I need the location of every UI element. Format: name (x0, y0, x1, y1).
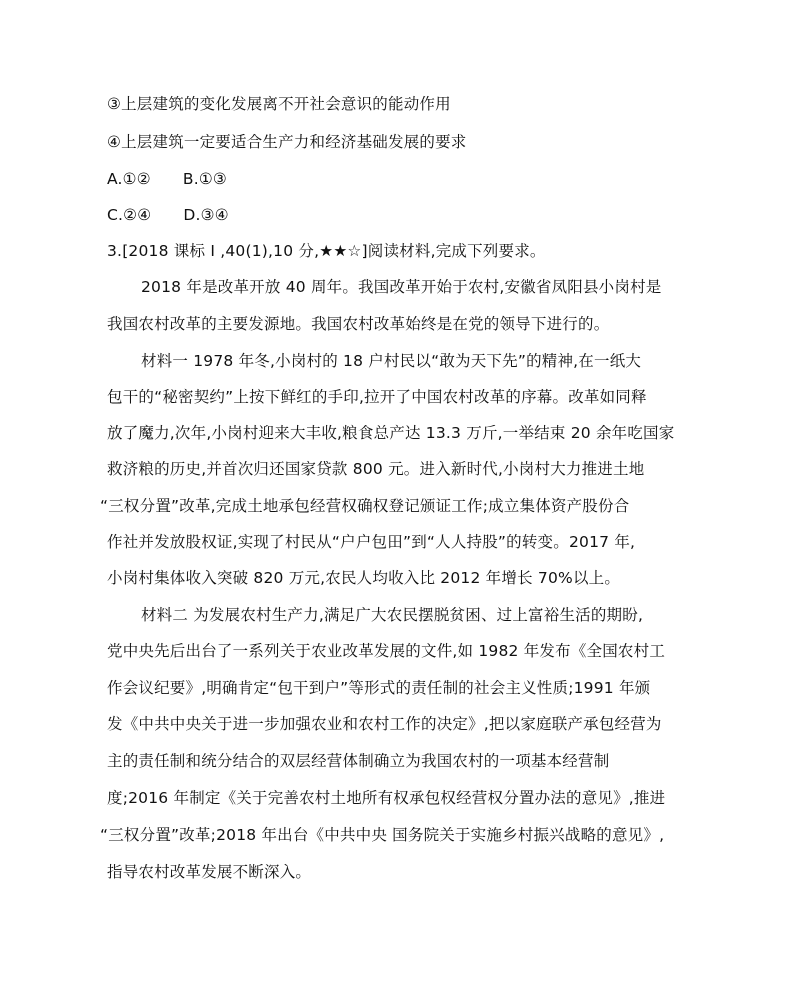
material2-line-6: 度;2016 年制定《关于完善农村土地所有权承包权经营权分置办法的意见》,推进 (107, 789, 666, 807)
material2-line-4: 发《中共中央关于进一步加强农业和农村工作的决定》,把以家庭联产承包经营为 (107, 715, 662, 733)
material1-line-1: 材料一 1978 年冬,小岗村的 18 户村民以“敢为天下先”的精神,在一纸大 (141, 352, 642, 370)
material1-line-6: 作社并发放股权证,实现了村民从“户户包田”到“人人持股”的转变。2017 年, (107, 533, 636, 551)
material2-line-7: “三权分置”改革;2018 年出台《中共中央 国务院关于实施乡村振兴战略的意见》, (100, 826, 665, 844)
material2-line-3: 作会议纪要》,明确肯定“包干到户”等形式的责任制的社会主义性质;1991 年颁 (107, 679, 651, 697)
material1-line-4: 救济粮的历史,并首次归还国家贷款 800 元。进入新时代,小岗村大力推进土地 (107, 460, 645, 478)
option-d: D.③④ (183, 206, 229, 224)
option-c: C.②④ (107, 206, 152, 224)
material1-line-7: 小岗村集体收入突破 820 万元,农民人均收入比 2012 年增长 70%以上。 (107, 569, 621, 587)
statement-4: ④上层建筑一定要适合生产力和经济基础发展的要求 (107, 133, 467, 151)
statement-3: ③上层建筑的变化发展离不开社会意识的能动作用 (107, 95, 451, 113)
intro-line-2: 我国农村改革的主要发源地。我国农村改革始终是在党的领导下进行的。 (107, 315, 610, 333)
option-a: A.①② (107, 170, 151, 188)
material2-line-1: 材料二 为发展农村生产力,满足广大农民摆脱贫困、过上富裕生活的期盼, (141, 606, 644, 624)
options-row-2 (107, 204, 261, 226)
options-row-1 (107, 168, 259, 190)
material2-line-5: 主的责任制和统分结合的双层经营体制确立为我国农村的一项基本经营制 (107, 752, 610, 770)
intro-line-1: 2018 年是改革开放 40 周年。我国改革开始于农村,安徽省凤阳县小岗村是 (141, 278, 662, 296)
option-b: B.①③ (182, 170, 228, 188)
question-header: 3.[2018 课标 I ,40(1),10 分,★★☆]阅读材料,完成下列要求。 (107, 242, 546, 260)
material1-line-2: 包干的“秘密契约”上按下鲜红的手印,拉开了中国农村改革的序幕。改革如同释 (107, 388, 647, 406)
material2-line-8: 指导农村改革发展不断深入。 (107, 863, 312, 881)
material2-line-2: 党中央先后出台了一系列关于农业改革发展的文件,如 1982 年发布《全国农村工 (107, 642, 666, 660)
material1-line-5: “三权分置”改革,完成土地承包经营权确权登记颁证工作;成立集体资产股份合 (100, 497, 630, 515)
material1-line-3: 放了魔力,次年,小岗村迎来大丰收,粮食总产达 13.3 万斤,一举结束 20 余年吃国家 (107, 424, 675, 442)
